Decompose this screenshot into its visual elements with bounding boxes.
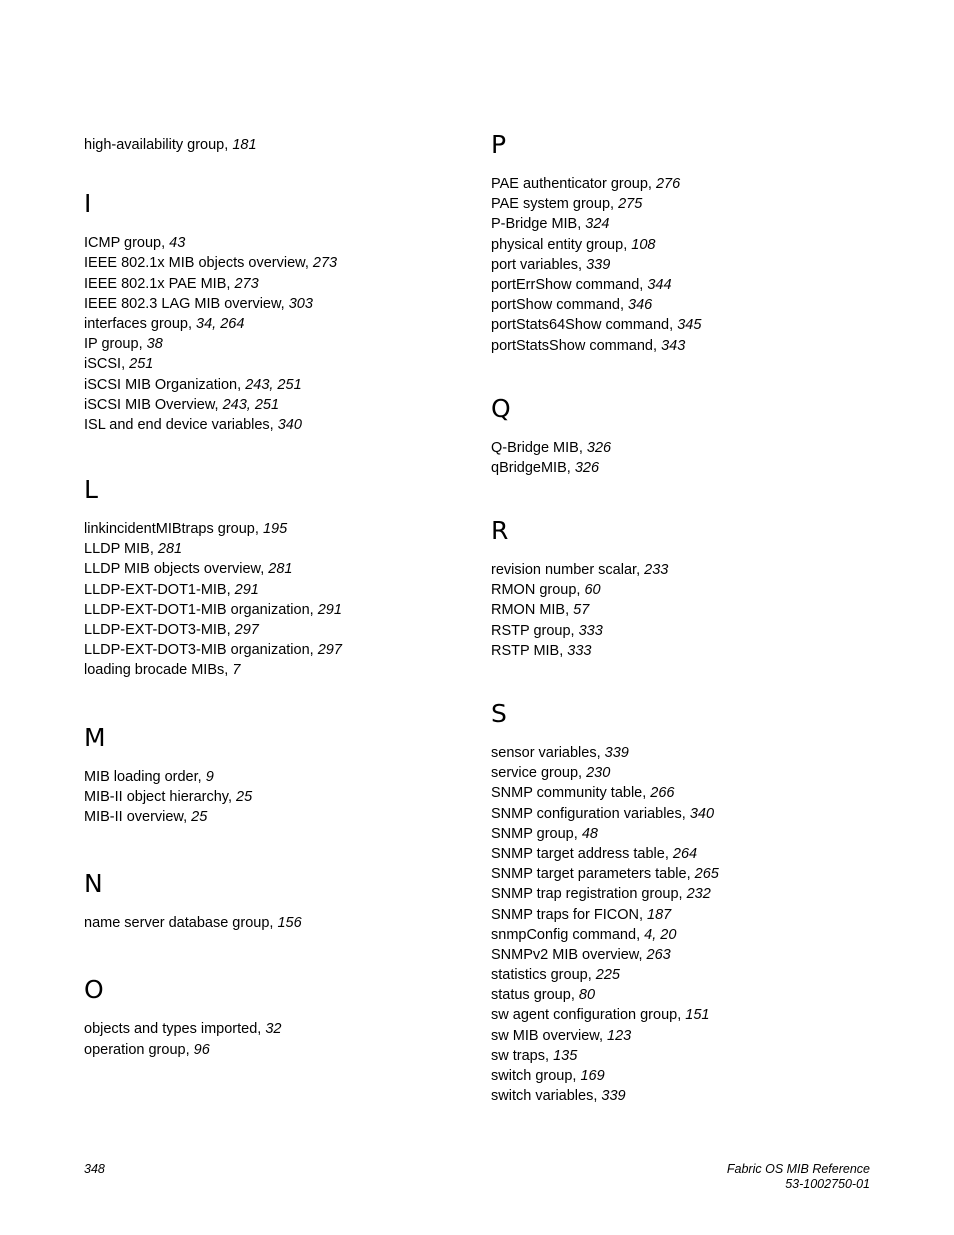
page-reference: 339 (604, 745, 629, 761)
index-entry: operation group, 96 (84, 1041, 210, 1058)
index-term: sw MIB overview (491, 1027, 599, 1044)
index-entry: RSTP MIB, 333 (491, 642, 592, 659)
index-entry: sensor variables, 339 (491, 745, 629, 761)
page-reference: 281 (268, 561, 293, 578)
index-section-i (84, 189, 464, 435)
right-sections (491, 130, 871, 1106)
index-term: ICMP group (84, 235, 162, 252)
index-term: SNMP trap registration group (491, 886, 679, 903)
index-entry: IEEE 802.1x PAE MIB, 273 (84, 275, 259, 292)
index-term: LLDP-EXT-DOT1-MIB (84, 581, 227, 598)
page-reference: 276 (655, 176, 681, 192)
page-reference: 291 (317, 601, 342, 618)
page-reference: 108 (631, 236, 656, 253)
page-reference: 187 (647, 906, 672, 923)
page-reference: 43 (169, 235, 186, 252)
index-term: iSCSI MIB Overview (84, 396, 215, 413)
index-entry: SNMP target parameters table, 265 (491, 866, 719, 883)
index-entry: switch group, 169 (491, 1068, 605, 1084)
index-left-column (84, 135, 464, 1060)
index-term: statistics group (491, 967, 588, 984)
book-title: Fabric OS MIB Reference (726, 1162, 870, 1176)
index-term: SNMP target address table (491, 845, 665, 862)
index-term: status group (491, 987, 571, 1004)
index-entry: PAE system group, 275 (491, 196, 643, 213)
index-entry: SNMPv2 MIB overview, 263 (491, 946, 671, 963)
section-entries (84, 519, 464, 681)
page-reference: 340 (689, 805, 715, 822)
page-reference: 275 (618, 196, 643, 213)
page-reference: 32 (265, 1021, 282, 1038)
page-reference: 340 (277, 416, 302, 433)
index-entry: port variables, 339 (491, 256, 611, 273)
index-entry: SNMP target address table, 264 (491, 845, 698, 862)
index-term: P-Bridge MIB (491, 216, 578, 233)
index-term: SNMPv2 MIB overview (491, 946, 639, 963)
index-entry: portStats64Show command, 345 (491, 317, 702, 334)
index-entry: loading brocade MIBs, 7 (84, 662, 241, 679)
page-reference: 25 (236, 788, 253, 805)
index-entry: SNMP configuration variables, 340 (491, 805, 715, 822)
index-entry: IEEE 802.3 LAG MIB overview, 303 (84, 295, 313, 312)
page-reference: 4, 20 (644, 926, 677, 943)
index-entry: interfaces group, 34, 264 (84, 315, 245, 332)
page-reference: 60 (584, 582, 601, 599)
index-term: portStats64Show command (491, 317, 670, 334)
index-term: RMON MIB (491, 602, 566, 619)
index-entry: ISL and end device variables, 340 (84, 416, 302, 433)
page-reference: 339 (601, 1088, 626, 1105)
index-entry: RSTP group, 333 (491, 622, 603, 639)
section-entries (491, 174, 871, 356)
index-entry: high-availability group, 181 (84, 137, 257, 153)
footer-doc-info (727, 1162, 870, 1192)
index-entry: revision number scalar, 233 (491, 562, 669, 579)
index-section-n (84, 869, 464, 933)
section-entries (84, 913, 464, 933)
page-reference: 344 (647, 276, 672, 293)
index-term: objects and types imported (84, 1021, 258, 1038)
index-entry: objects and types imported, 32 (84, 1021, 282, 1038)
page-reference: 230 (586, 765, 611, 782)
index-entry: service group, 230 (491, 765, 611, 782)
section-entries (491, 438, 871, 478)
page-reference: 273 (312, 255, 338, 272)
index-entry: statistics group, 225 (491, 967, 620, 984)
page-reference: 345 (677, 317, 702, 334)
index-term: portShow command (491, 297, 620, 314)
index-entry: Q-Bridge MIB, 326 (491, 439, 612, 456)
index-term: LLDP MIB (84, 541, 150, 558)
index-entry: MIB-II overview, 25 (84, 808, 208, 825)
index-section-s (491, 699, 871, 1106)
page-reference: 9 (205, 768, 214, 785)
index-entry: RMON MIB, 57 (491, 602, 590, 619)
index-entry: name server database group, 156 (84, 915, 302, 932)
page-reference: 96 (193, 1041, 210, 1058)
index-entry: PAE authenticator group, 276 (491, 176, 681, 192)
index-term: iSCSI (84, 356, 122, 373)
left-sections (84, 189, 464, 1060)
index-term: sw traps (491, 1047, 545, 1064)
index-entry: LLDP MIB, 281 (84, 541, 183, 558)
doc-number: 53-1002750-01 (785, 1177, 870, 1191)
index-entry: SNMP traps for FICON, 187 (491, 906, 672, 923)
index-entry: qBridgeMIB, 326 (491, 459, 600, 476)
index-term: IEEE 802.3 LAG MIB overview (84, 295, 281, 312)
page-reference: 7 (232, 662, 241, 679)
index-term: MIB-II overview (84, 808, 184, 825)
index-term: RSTP group (491, 622, 571, 639)
page-reference: 281 (157, 541, 183, 558)
index-term: SNMP community table (491, 785, 643, 802)
index-term: sensor variables (491, 745, 597, 761)
index-section-l (84, 475, 464, 681)
index-entry: SNMP trap registration group, 232 (491, 886, 711, 903)
index-section-o (84, 975, 464, 1059)
index-term: SNMP traps for FICON (491, 906, 639, 923)
page-reference: 225 (595, 967, 620, 984)
page-reference: 251 (129, 356, 154, 373)
page-reference: 264 (672, 845, 698, 862)
index-entry: linkincidentMIBtraps group, 195 (84, 521, 288, 538)
index-term: IEEE 802.1x MIB objects overview (84, 255, 305, 272)
page-reference: 303 (288, 295, 313, 312)
index-term: interfaces group (84, 315, 188, 332)
index-entry: sw MIB overview, 123 (491, 1027, 632, 1044)
page-reference: 34, 264 (196, 315, 245, 332)
index-term: physical entity group (491, 236, 624, 253)
page-reference: 243, 251 (245, 376, 302, 393)
index-entry: sw traps, 135 (491, 1047, 578, 1064)
page-reference: 232 (686, 886, 711, 903)
index-term: name server database group (84, 915, 270, 932)
index-term: loading brocade MIBs (84, 662, 225, 679)
index-term: switch group (491, 1068, 573, 1084)
index-term: revision number scalar (491, 562, 637, 579)
index-term: IEEE 802.1x PAE MIB (84, 275, 227, 292)
index-entry: MIB loading order, 9 (84, 768, 214, 785)
index-term: high-availability group (84, 137, 225, 153)
index-term: switch variables (491, 1088, 594, 1105)
page-reference: 297 (234, 622, 259, 638)
index-term: LLDP-EXT-DOT3-MIB (84, 622, 227, 638)
section-entries (84, 233, 464, 435)
index-entry: LLDP-EXT-DOT3-MIB organization, 297 (84, 642, 342, 659)
index-entry: portStatsShow command, 343 (491, 337, 686, 354)
index-term: MIB-II object hierarchy (84, 788, 228, 805)
index-entry: portShow command, 346 (491, 297, 653, 314)
section-entries (491, 743, 871, 1106)
index-section-q (491, 394, 871, 478)
index-entry: snmpConfig command, 4, 20 (491, 926, 677, 943)
section-letter-heading: S (491, 699, 507, 728)
page-reference: 343 (661, 337, 686, 354)
section-letter-heading: Q (491, 393, 511, 423)
section-entries (491, 560, 871, 661)
index-entry: P-Bridge MIB, 324 (491, 216, 610, 233)
index-term: ISL and end device variables (84, 416, 270, 433)
index-term: PAE authenticator group (491, 176, 648, 192)
page-reference: 80 (578, 987, 596, 1004)
index-term: SNMP configuration variables (491, 805, 682, 822)
page-reference: 169 (580, 1068, 605, 1084)
index-entry: SNMP group, 48 (491, 825, 598, 842)
page-reference: 333 (567, 642, 592, 659)
index-term: operation group (84, 1041, 186, 1058)
index-entry: ICMP group, 43 (84, 235, 186, 252)
page-reference: 326 (586, 439, 612, 456)
index-entry: physical entity group, 108 (491, 236, 656, 253)
index-entry: SNMP community table, 266 (491, 785, 675, 802)
index-entry: sw agent configuration group, 151 (491, 1007, 710, 1024)
index-term: snmpConfig command (491, 926, 637, 943)
index-term: service group (491, 765, 579, 782)
page-reference: 333 (578, 622, 603, 639)
page-reference: 326 (574, 459, 600, 476)
page-reference: 57 (573, 602, 590, 619)
index-section-m (84, 723, 464, 828)
section-letter-heading: M (84, 722, 106, 752)
index-entry: status group, 80 (491, 987, 596, 1004)
page-reference: 265 (694, 866, 719, 883)
index-term: LLDP MIB objects overview (84, 561, 261, 578)
index-entry: portErrShow command, 344 (491, 276, 672, 293)
section-entries (84, 1019, 464, 1059)
page-reference: 135 (553, 1047, 578, 1064)
index-term: IP group (84, 336, 139, 353)
index-term: portErrShow command (491, 276, 640, 293)
page-reference: 151 (685, 1007, 710, 1024)
page-reference: 181 (232, 137, 257, 153)
section-letter-heading: N (84, 869, 103, 899)
index-entry: iSCSI MIB Organization, 243, 251 (84, 376, 302, 393)
index-entry: iSCSI MIB Overview, 243, 251 (84, 396, 280, 413)
lead-entries (84, 135, 464, 155)
index-entry: switch variables, 339 (491, 1088, 626, 1105)
page-reference: 233 (644, 562, 669, 579)
page-reference: 243, 251 (222, 396, 280, 413)
page-reference: 156 (277, 915, 302, 932)
index-section-p (491, 130, 871, 356)
index-right-column (491, 130, 871, 1106)
index-entry: IEEE 802.1x MIB objects overview, 273 (84, 255, 338, 272)
page-reference: 324 (585, 216, 610, 233)
index-entry: LLDP-EXT-DOT1-MIB organization, 291 (84, 601, 342, 618)
index-term: port variables (491, 256, 579, 273)
index-entry: LLDP-EXT-DOT3-MIB, 297 (84, 622, 259, 638)
index-entry: RMON group, 60 (491, 582, 601, 599)
page-reference: 273 (234, 275, 259, 292)
index-term: PAE system group (491, 196, 611, 213)
index-term: LLDP-EXT-DOT3-MIB organization (84, 642, 310, 659)
index-term: iSCSI MIB Organization (84, 376, 238, 393)
section-letter-heading: R (491, 516, 509, 546)
page-reference: 195 (262, 521, 288, 538)
page-number: 348 (84, 1162, 105, 1176)
index-entry: IP group, 38 (84, 336, 163, 353)
page-reference: 263 (646, 946, 671, 963)
page-reference: 297 (317, 642, 342, 659)
page-reference: 346 (628, 297, 653, 314)
page-reference: 25 (191, 808, 208, 825)
section-letter-heading: O (84, 975, 104, 1005)
section-letter-heading: L (84, 475, 98, 505)
page-reference: 38 (146, 336, 163, 353)
index-term: sw agent configuration group (491, 1007, 678, 1024)
index-term: LLDP-EXT-DOT1-MIB organization (84, 601, 310, 618)
page-reference: 266 (650, 785, 675, 802)
index-entry: LLDP MIB objects overview, 281 (84, 561, 293, 578)
page-reference: 123 (607, 1027, 632, 1044)
index-entry: MIB-II object hierarchy, 25 (84, 788, 253, 805)
index-term: SNMP target parameters table (491, 866, 687, 883)
index-term: linkincidentMIBtraps group (84, 521, 255, 538)
page-reference: 48 (581, 825, 598, 842)
page-reference: 291 (234, 581, 259, 598)
index-section-r (491, 516, 871, 661)
index-term: MIB loading order (84, 768, 198, 785)
index-term: qBridgeMIB (491, 459, 567, 476)
section-letter-heading: P (491, 130, 507, 159)
page-reference: 339 (586, 256, 611, 273)
index-term: SNMP group (491, 825, 574, 842)
section-letter-heading: I (84, 189, 92, 219)
index-term: portStatsShow command (491, 337, 653, 354)
index-entry: LLDP-EXT-DOT1-MIB, 291 (84, 581, 259, 598)
index-entry: iSCSI, 251 (84, 356, 154, 373)
section-entries (84, 767, 464, 828)
index-term: RSTP MIB (491, 642, 560, 659)
index-term: Q-Bridge MIB (491, 439, 579, 456)
index-term: RMON group (491, 582, 577, 599)
